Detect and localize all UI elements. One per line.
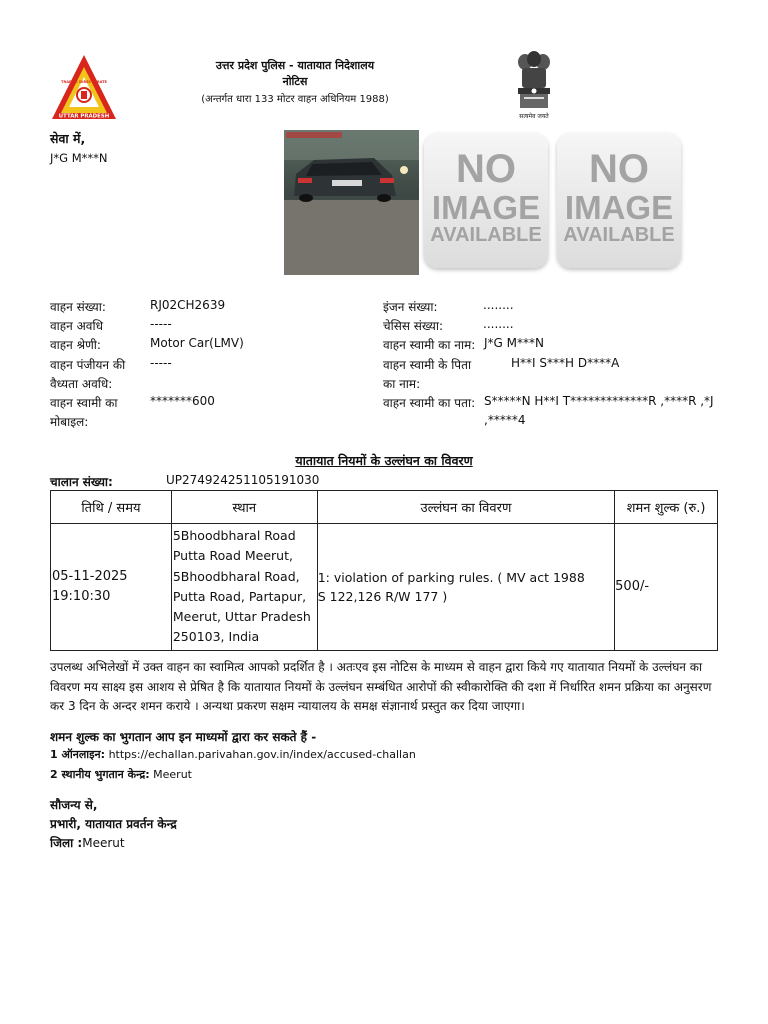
act-line: (अन्तर्गत धारा 133 मोटर वाहन अधिनियम 1988) bbox=[201, 94, 389, 105]
validity-value: ----- bbox=[150, 356, 172, 370]
table-row bbox=[51, 524, 718, 651]
owner-label: वाहन स्वामी का नाम: bbox=[383, 338, 476, 352]
emblem-icon bbox=[512, 50, 556, 112]
placeholder-line3: AVAILABLE bbox=[563, 224, 675, 246]
payment-online-row bbox=[50, 747, 416, 762]
online-url-link[interactable]: https://echallan.parivahan.gov.in/index/accused-challan bbox=[108, 748, 416, 761]
violation-time: 19:10:30 bbox=[52, 588, 111, 604]
national-emblem bbox=[512, 50, 556, 124]
violation-description: 1: violation of parking rules. ( MV act 1988 S 122,126 R/W 177 ) bbox=[317, 524, 614, 651]
address-label: वाहन स्वामी का पता: bbox=[383, 396, 476, 410]
col-header-fine: शमन शुल्क (रु.) bbox=[615, 491, 718, 524]
challan-label: चालान संख्या: bbox=[50, 475, 113, 489]
courtesy-line: सौजन्य से, bbox=[50, 798, 98, 812]
district-value: Meerut bbox=[82, 836, 125, 850]
cell-datetime bbox=[51, 524, 172, 651]
placeholder-line2: IMAGE bbox=[564, 189, 674, 226]
payment-heading: शमन शुल्क का भुगतान आप इन माध्यमों द्वारा कर सकते हैं - bbox=[50, 730, 317, 744]
table-header-row bbox=[51, 491, 718, 524]
mobile-label-2: मोबाइल: bbox=[50, 415, 89, 429]
district-label: जिला : bbox=[50, 836, 83, 850]
father-value: H**I S***H D****A bbox=[511, 356, 620, 370]
online-label: 1 ऑनलाइन: bbox=[50, 748, 106, 761]
col-header-description: उल्लंघन का विवरण bbox=[317, 491, 614, 524]
reg-no-label: वाहन संख्या: bbox=[50, 300, 106, 314]
violation-section-title: यातायात नियमों के उल्लंघन का विवरण bbox=[295, 453, 473, 468]
category-label: वाहन श्रेणी: bbox=[50, 338, 101, 352]
logo-text-top: TRAFFIC DIRECTORATE bbox=[61, 80, 107, 84]
period-value: ----- bbox=[150, 317, 172, 331]
traffic-directorate-logo bbox=[50, 53, 118, 121]
col-header-datetime: तिथि / समय bbox=[51, 491, 172, 524]
district-row bbox=[50, 834, 125, 851]
placeholder-line2: IMAGE bbox=[431, 189, 541, 226]
address-line-1: S*****N H**I T*************R ,****R ,*J bbox=[484, 394, 714, 408]
validity-label-1: वाहन पंजीयन की bbox=[50, 358, 126, 372]
chassis-value: ........ bbox=[483, 317, 514, 331]
org-title: उत्तर प्रदेश पुलिस - यातायात निदेशालय bbox=[215, 59, 375, 72]
father-label-1: वाहन स्वामी के पिता bbox=[383, 358, 472, 372]
placeholder-line3: AVAILABLE bbox=[430, 224, 542, 246]
local-label: 2 स्थानीय भुगतान केन्द्र: bbox=[50, 768, 150, 781]
mobile-label-1: वाहन स्वामी का bbox=[50, 396, 118, 410]
violation-table bbox=[50, 490, 718, 651]
challan-number: UP274924251105191030 bbox=[166, 473, 320, 487]
notice-paragraph: उपलब्ध अभिलेखों में उक्त वाहन का स्वामित्व आपको प्रदर्शित है । अतःएव इस नोटिस के माध्यम से वाहन द्वारा किये गए यातायात नियमों के उल्लंघन का विवरण मय साक्ष्य इस आशय से प्रेषित है कि यातायात नियमों के उल्लंघन सम्बंधित आरोपों की स्वीकारोक्ति की दशा में निर्धारित शमन प्रक्रिया का अनुसरण कर 3 दिन के अन्दर शमन कराये । अन्यथा प्रकरण सक्षम न्यायालय के समक्ष संज्ञानार्थ प्रस्तुत कर दिया जाएगा। bbox=[50, 660, 712, 713]
engine-value: ........ bbox=[483, 298, 514, 312]
mobile-value: *******600 bbox=[150, 394, 215, 408]
payment-local-row bbox=[50, 767, 192, 782]
period-label: वाहन अवधि bbox=[50, 319, 103, 333]
violation-date: 05-11-2025 bbox=[52, 568, 128, 584]
validity-label-2: वैध्यता अवधि: bbox=[50, 377, 113, 391]
category-value: Motor Car(LMV) bbox=[150, 336, 244, 350]
salutation: सेवा में, bbox=[50, 131, 86, 146]
engine-label: इंजन संख्या: bbox=[383, 300, 438, 314]
col-header-place: स्थान bbox=[171, 491, 317, 524]
owner-value: J*G M***N bbox=[484, 336, 544, 350]
no-image-placeholder-1 bbox=[424, 133, 548, 268]
no-image-placeholder-2 bbox=[557, 133, 681, 268]
local-value: Meerut bbox=[153, 768, 192, 781]
officer-line: प्रभारी, यातायात प्रवर्तन केन्द्र bbox=[50, 817, 177, 831]
violation-place: 5Bhoodbharal Road Putta Road Meerut, 5Bhoodbharal Road, Putta Road, Partapur, Meerut, Uttar Pradesh 250103, India bbox=[171, 524, 317, 651]
notice-title: नोटिस bbox=[282, 75, 308, 88]
evidence-photo bbox=[284, 130, 419, 275]
placeholder-line1: NO bbox=[456, 147, 516, 191]
address-line-2: ,*****4 bbox=[484, 413, 526, 427]
logo-text-bottom: UTTAR PRADESH bbox=[58, 113, 110, 120]
father-label-2: का नाम: bbox=[383, 377, 421, 391]
placeholder-line1: NO bbox=[589, 147, 649, 191]
reg-no-value: RJ02CH2639 bbox=[150, 298, 226, 312]
recipient-name: J*G M***N bbox=[50, 151, 108, 165]
chassis-label: चेसिस संख्या: bbox=[383, 319, 444, 333]
emblem-motto: सत्यमेव जयते bbox=[519, 113, 549, 120]
violation-fine: 500/- bbox=[615, 524, 718, 651]
